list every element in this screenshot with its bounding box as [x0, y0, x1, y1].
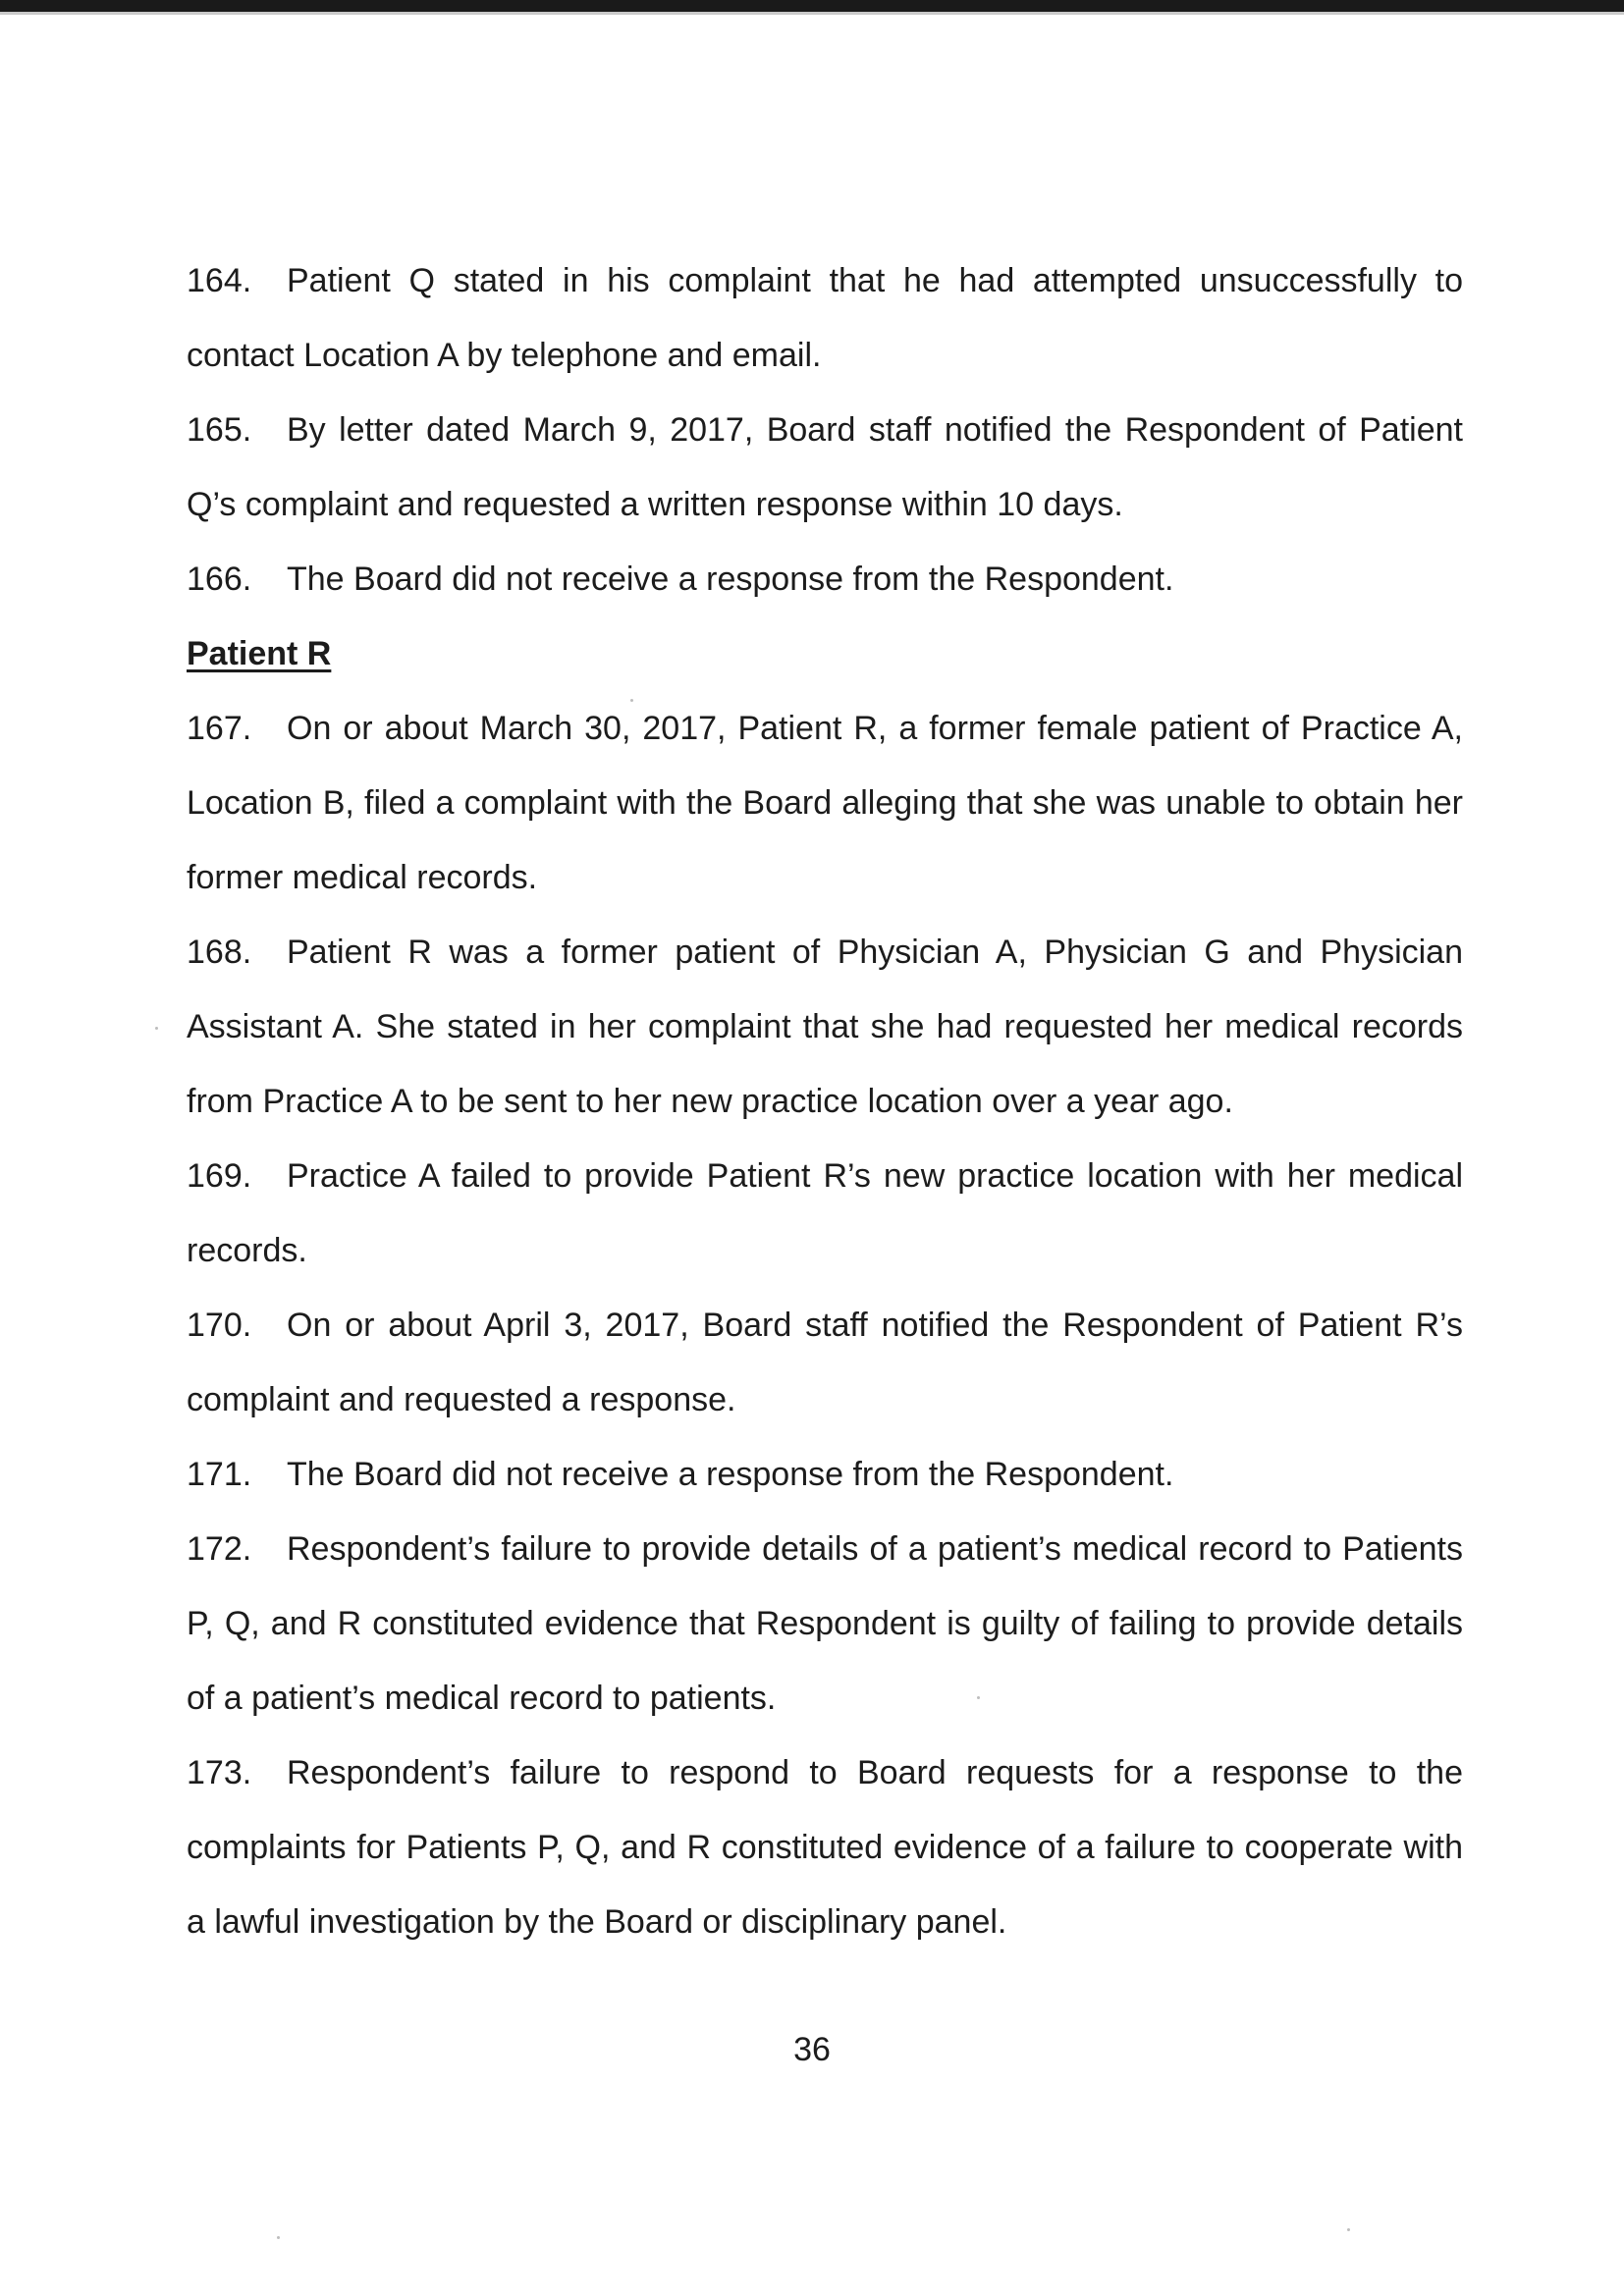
- paragraph-165: [187, 393, 1463, 542]
- section-heading-patient-r: Patient R: [187, 635, 332, 672]
- paragraph-number: 173.: [187, 1754, 252, 1791]
- paragraph-text: Patient R was a former patient of Physician A, Physician G and Physician Assistant A. She stated in her complaint that she had requested her medical records from Practice A to be sent to her new practice location over a year ago.: [187, 934, 1463, 1120]
- paragraph-number: 164.: [187, 262, 252, 299]
- scan-speck: [630, 699, 633, 702]
- paragraph-number: 172.: [187, 1530, 252, 1568]
- document-body: [187, 243, 1463, 1959]
- scan-top-border-shadow: [0, 12, 1624, 15]
- paragraph-166: [187, 542, 1463, 616]
- scan-speck: [155, 1027, 158, 1030]
- paragraph-text: On or about March 30, 2017, Patient R, a former female patient of Practice A, Location B, filed a complaint with the Board alleging that she was unable to obtain her former medical records.: [187, 710, 1463, 896]
- scan-top-border: [0, 0, 1624, 12]
- paragraph-number: 165.: [187, 411, 252, 449]
- paragraph-167: [187, 691, 1463, 915]
- paragraph-169: [187, 1139, 1463, 1288]
- paragraph-171: [187, 1437, 1463, 1512]
- paragraph-170: [187, 1288, 1463, 1437]
- paragraph-number: 169.: [187, 1157, 252, 1195]
- scan-speck: [277, 2236, 280, 2239]
- scan-speck: [1347, 2228, 1350, 2231]
- paragraph-172: [187, 1512, 1463, 1735]
- page-number: 36: [793, 2031, 831, 2068]
- paragraph-164: [187, 243, 1463, 393]
- paragraph-173: [187, 1735, 1463, 1959]
- paragraph-168: [187, 915, 1463, 1139]
- paragraph-text: Patient Q stated in his complaint that he had attempted unsuccessfully to contact Location A by telephone and email.: [187, 262, 1463, 374]
- paragraph-text: Respondent’s failure to respond to Board requests for a response to the complaints for Patients P, Q, and R constituted evidence of a failure to cooperate with a lawful investigation by the Board or disciplinary panel.: [187, 1754, 1463, 1941]
- paragraph-text: The Board did not receive a response from the Respondent.: [287, 1456, 1174, 1493]
- scan-speck: [977, 1696, 980, 1699]
- paragraph-text: Practice A failed to provide Patient R’s new practice location with her medical records.: [187, 1157, 1463, 1269]
- paragraph-text: The Board did not receive a response from the Respondent.: [287, 561, 1174, 598]
- paragraph-number: 167.: [187, 710, 252, 747]
- paragraph-text: By letter dated March 9, 2017, Board staff notified the Respondent of Patient Q’s complaint and requested a written response within 10 days.: [187, 411, 1463, 523]
- paragraph-number: 166.: [187, 561, 252, 598]
- paragraph-text: Respondent’s failure to provide details of a patient’s medical record to Patients P, Q, and R constituted evidence that Respondent is guilty of failing to provide details of a patient’s medical record to patients.: [187, 1530, 1463, 1717]
- paragraph-number: 171.: [187, 1456, 252, 1493]
- paragraph-number: 168.: [187, 934, 252, 971]
- paragraph-number: 170.: [187, 1307, 252, 1344]
- paragraph-text: On or about April 3, 2017, Board staff notified the Respondent of Patient R’s complaint and requested a response.: [187, 1307, 1463, 1418]
